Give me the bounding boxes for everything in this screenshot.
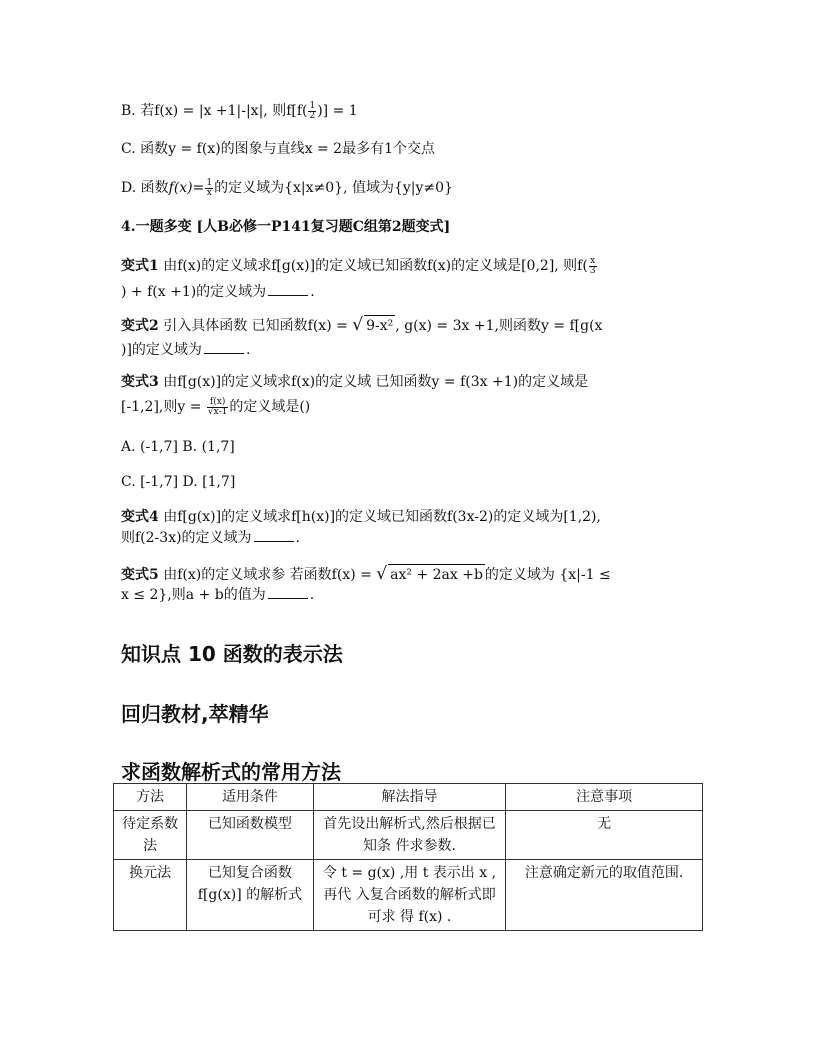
- table-cell: 待定系数法: [114, 811, 187, 860]
- section-heading: 回归教材,萃精华: [121, 702, 269, 726]
- variant-1-line-1: 变式1 由f(x)的定义域求f[g(x)]的定义域已知函数f(x)的定义域是[0,2], 则f( $\frac{x}{3}$: [121, 255, 596, 276]
- table-cell: 已知复合函数 f[g(x)] 的解析式: [187, 860, 313, 931]
- variant-4-line-2: 则f(2-3x)的定义域为 .: [121, 530, 300, 546]
- option-b: B. 若f(x) = |x +1|-|x|, 则f[f( $\frac{1}{2}$ )] = 1: [121, 100, 358, 121]
- table-title: 求函数解析式的常用方法: [121, 760, 341, 784]
- options-a-b: A. (-1,7] B. (1,7]: [121, 439, 235, 455]
- option-d: D. 函数f(x)= $\frac{1}{x}$ 的定义域为{x|x≠0}, 值域为{y|y≠0}: [121, 177, 453, 198]
- table-header-row: [114, 784, 703, 811]
- table-row: [114, 811, 703, 860]
- table-cell: 无: [506, 811, 703, 860]
- variant-1-line-2: ) + f(x +1)的定义域为 .: [121, 284, 315, 300]
- table-cell: 首先设出解析式,然后根据已知条 件求参数.: [313, 811, 506, 860]
- answer-blank: [268, 295, 308, 296]
- section-4-title: 4.一题多变 [人B必修一P141复习题C组第2题变式]: [121, 219, 451, 235]
- table-cell: 注意确定新元的取值范围.: [506, 860, 703, 931]
- methods-table: [113, 783, 703, 931]
- fraction: $\frac{x}{3}$: [589, 255, 596, 276]
- variant-4-line-1: 变式4 由f[g(x)]的定义域求f[h(x)]的定义域已知函数f(3x-2)的定义域为[1,2),: [121, 509, 601, 525]
- answer-blank: [254, 541, 294, 542]
- fraction: $\frac{f(x)}{√x-1}$: [207, 396, 228, 417]
- variant-5-line-2: x ≤ 2},则a + b的值为 .: [121, 587, 315, 603]
- variant-5-line-1: 变式5 由f(x)的定义域求参 若函数f(x) = √ ax² + 2ax +b 的定义域为 {x|-1 ≤: [121, 564, 611, 584]
- table-cell: 令 t = g(x) ,用 t 表示出 x ,再代 入复合函数的解析式即可求 得 f(x) .: [313, 860, 506, 931]
- table-cell: 已知函数模型: [187, 811, 313, 860]
- answer-blank: [204, 353, 244, 354]
- table-header-cell: 适用条件: [187, 784, 313, 811]
- table-header-cell: 注意事项: [506, 784, 703, 811]
- knowledge-point-heading: 知识点 10 函数的表示法: [121, 642, 343, 666]
- table-cell: 换元法: [114, 860, 187, 931]
- table-row: [114, 860, 703, 931]
- variant-3-line-1: 变式3 由f[g(x)]的定义域求f(x)的定义域 已知函数y = f(3x +1)的定义域是: [121, 374, 589, 390]
- fraction: $\frac{1}{2}$: [309, 100, 316, 121]
- variant-3-line-2: [-1,2],则y = $\frac{f(x)}{√x-1}$ 的定义域是(): [121, 396, 311, 417]
- option-c: C. 函数y = f(x)的图象与直线x = 2最多有1个交点: [121, 141, 435, 157]
- table-header-cell: 解法指导: [313, 784, 506, 811]
- variant-2-line-1: 变式2 引入具体函数 已知函数f(x) = √ 9-x² , g(x) = 3x +1,则函数y = f[g(x: [121, 315, 603, 335]
- answer-blank: [268, 598, 308, 599]
- options-c-d: C. [-1,7] D. [1,7]: [121, 474, 236, 490]
- fraction: $\frac{1}{x}$: [206, 177, 213, 198]
- variant-2-line-2: )]的定义域为 .: [121, 342, 251, 358]
- table-header-cell: 方法: [114, 784, 187, 811]
